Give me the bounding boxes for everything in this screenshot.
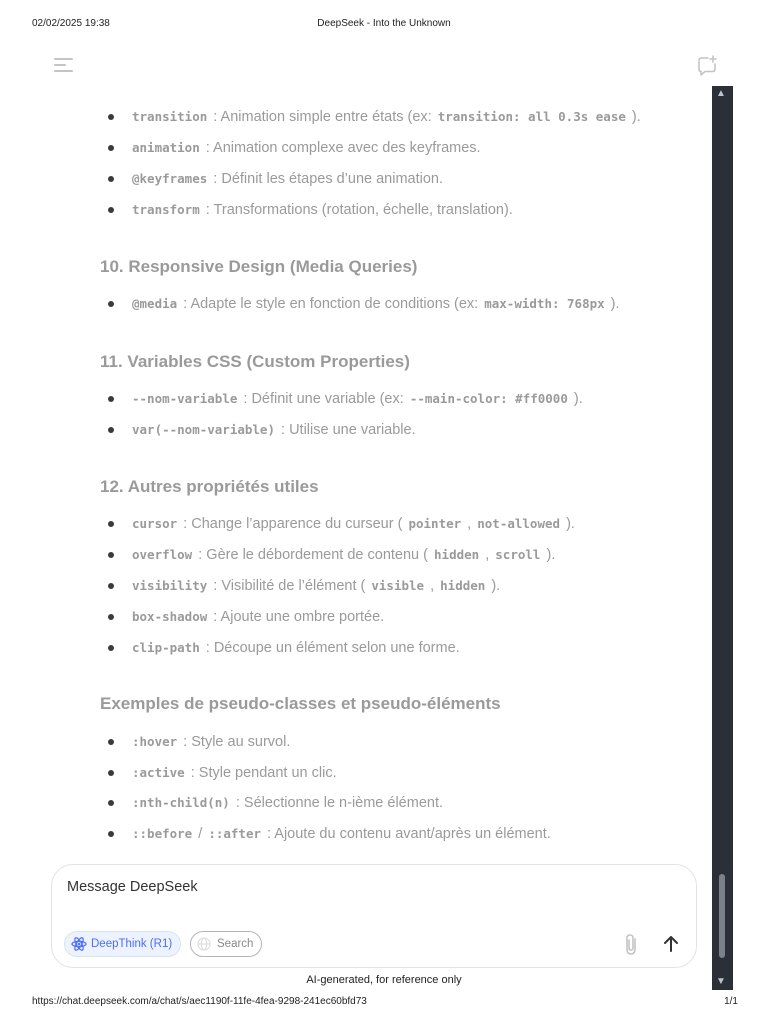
code-snippet: overflow <box>132 547 193 562</box>
code-snippet: box-shadow <box>132 609 208 624</box>
code-snippet: visible <box>371 578 425 593</box>
code-snippet: animation <box>132 140 200 155</box>
section-heading: 10. Responsive Design (Media Queries) <box>100 257 418 276</box>
item-text: ). <box>487 578 501 594</box>
bullet <box>108 521 114 527</box>
item-text: : Découpe un élément selon une forme. <box>201 640 460 656</box>
search-label: Search <box>217 938 254 950</box>
code-snippet: :nth-child(n) <box>132 795 230 810</box>
item-text: : Ajoute du contenu avant/après un élément. <box>263 826 551 842</box>
item-text: : Définit une variable (ex: <box>239 391 408 407</box>
scrollbar[interactable] <box>712 86 733 990</box>
bullet <box>108 145 114 151</box>
item-text: : Sélectionne le n-ième élément. <box>231 795 444 811</box>
item-text: : Utilise une variable. <box>277 422 416 438</box>
bullet <box>108 614 114 620</box>
print-page-number: 1/1 <box>724 996 738 1007</box>
item-text: ). <box>606 296 620 312</box>
bullet <box>108 583 114 589</box>
search-button[interactable] <box>190 931 262 957</box>
scrollbar-thumb[interactable] <box>719 874 725 958</box>
item-text: ). <box>627 109 641 125</box>
code-snippet: transition: all 0.3s ease <box>437 109 626 124</box>
bullet <box>108 831 114 837</box>
code-snippet: pointer <box>408 516 462 531</box>
item-text: : Adapte le style en fonction de conditions (ex: <box>179 296 483 312</box>
cut-off-heading <box>100 76 330 84</box>
code-snippet: :hover <box>132 734 178 749</box>
item-text: , <box>426 578 439 594</box>
item-text: : Ajoute une ombre portée. <box>209 609 385 625</box>
bullet <box>108 301 114 307</box>
code-snippet: @keyframes <box>132 171 208 186</box>
code-snippet: ::after <box>208 826 261 841</box>
item-text: : Animation complexe avec des keyframes. <box>201 140 481 156</box>
item-text: : Définit les étapes d’une animation. <box>209 171 444 187</box>
item-text: : Gère le débordement de contenu ( <box>194 547 433 563</box>
item-text: ). <box>569 391 583 407</box>
message-input[interactable]: Message DeepSeek <box>67 879 198 895</box>
item-text: ). <box>562 516 575 532</box>
code-snippet: scroll <box>495 547 541 562</box>
chat-message-content <box>100 0 700 860</box>
code-snippet: var(--nom-variable) <box>132 422 275 437</box>
paperclip-icon[interactable] <box>620 931 642 957</box>
arrow-up-icon[interactable] <box>660 933 682 955</box>
item-text: : Style pendant un clic. <box>186 765 337 781</box>
item-text: : Style au survol. <box>179 734 291 750</box>
item-text: : Change l’apparence du curseur ( <box>179 516 407 532</box>
atom-icon <box>71 936 87 952</box>
item-text: : Visibilité de l’élément ( <box>209 578 370 594</box>
bullet <box>108 427 114 433</box>
print-datetime: 02/02/2025 19:38 <box>32 18 110 29</box>
deepthink-label: DeepThink (R1) <box>91 938 173 950</box>
code-snippet: @media <box>132 296 178 311</box>
bullet <box>108 396 114 402</box>
ai-disclaimer: AI-generated, for reference only <box>306 974 462 986</box>
code-snippet: transform <box>132 202 200 217</box>
bullet <box>108 176 114 182</box>
bullet <box>108 770 114 776</box>
code-snippet: --nom-variable <box>132 391 238 406</box>
scroll-up-arrow-icon[interactable]: ▲ <box>716 88 726 99</box>
code-snippet: max-width: 768px <box>484 296 605 311</box>
code-snippet: not-allowed <box>477 516 561 531</box>
print-page-title: DeepSeek - Into the Unknown <box>317 18 451 29</box>
code-snippet: transition <box>132 109 208 124</box>
item-text: : Transformations (rotation, échelle, translation). <box>201 202 513 218</box>
code-snippet: cursor <box>132 516 178 531</box>
section-heading: 11. Variables CSS (Custom Properties) <box>100 352 410 371</box>
code-snippet: ::before <box>132 826 193 841</box>
bullet <box>108 114 114 120</box>
globe-icon <box>197 937 211 951</box>
message-composer[interactable] <box>51 864 697 968</box>
deepthink-button[interactable] <box>64 931 181 957</box>
item-text: , <box>463 516 476 532</box>
scroll-down-arrow-icon[interactable]: ▼ <box>716 976 726 987</box>
code-snippet: hidden <box>434 547 480 562</box>
code-snippet: hidden <box>440 578 486 593</box>
print-url: https://chat.deepseek.com/a/chat/s/aec1190f-11fe-4fea-9298-241ec60bfd73 <box>32 996 367 1007</box>
code-snippet: clip-path <box>132 640 200 655</box>
code-snippet: visibility <box>132 578 208 593</box>
bullet <box>108 645 114 651</box>
item-text: / <box>194 826 207 842</box>
section-heading: 12. Autres propriétés utiles <box>100 477 319 496</box>
section-heading: Exemples de pseudo-classes et pseudo-éléments <box>100 694 501 713</box>
item-text: , <box>481 547 494 563</box>
bullet <box>108 800 114 806</box>
item-text: ). <box>542 547 556 563</box>
bullet <box>108 207 114 213</box>
item-text: : Animation simple entre états (ex: <box>209 109 436 125</box>
code-snippet: :active <box>132 765 185 780</box>
code-snippet: --main-color: #ff0000 <box>409 391 568 406</box>
bullet <box>108 552 114 558</box>
bullet <box>108 739 114 745</box>
menu-icon[interactable] <box>54 56 74 74</box>
